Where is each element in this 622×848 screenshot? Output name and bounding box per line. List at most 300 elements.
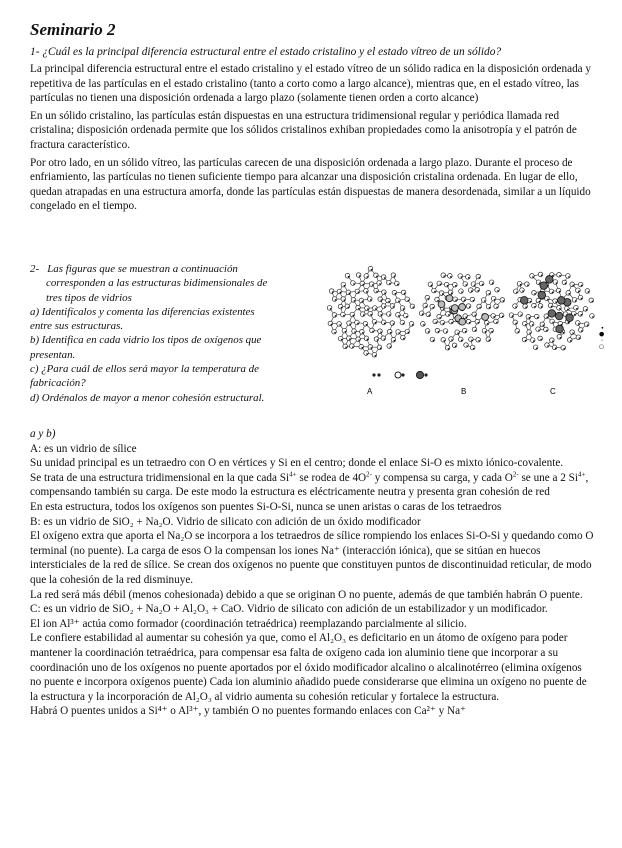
silicon-atom xyxy=(362,284,364,286)
oxygen-atom xyxy=(556,288,561,293)
silicon-atom xyxy=(412,324,414,326)
oxygen-atom xyxy=(462,328,467,333)
oxygen-atom xyxy=(472,312,477,317)
question-2a: a) Identifícalos y comenta las diferencias existentes xyxy=(30,305,255,318)
oxygen-atom xyxy=(540,322,545,327)
oxygen-atom xyxy=(459,289,464,294)
oxygen-atom xyxy=(557,272,562,277)
silicon-atom xyxy=(547,299,549,301)
oxygen-atom xyxy=(390,304,395,309)
oxygen-atom xyxy=(346,290,351,295)
glass-a-paragraph xyxy=(30,471,595,500)
silicon-atom xyxy=(538,329,540,331)
modifier-cation xyxy=(566,314,574,322)
silicon-atom xyxy=(559,275,561,277)
superscript: 4+ xyxy=(289,470,297,479)
oxygen-atom xyxy=(437,314,442,319)
modifier-cation xyxy=(520,296,528,304)
oxygen-atom xyxy=(374,337,379,342)
silicon-atom xyxy=(471,339,473,341)
silicon-atom xyxy=(466,345,468,347)
silicon-atom xyxy=(539,301,541,303)
silicon-atom xyxy=(461,291,463,293)
silicon-atom xyxy=(341,307,343,309)
silicon-atom xyxy=(494,299,496,301)
oxygen-atom xyxy=(482,328,487,333)
superscript: 2- xyxy=(366,470,372,479)
silicon-atom xyxy=(493,316,495,318)
silicon-atom xyxy=(372,284,374,286)
silicon-atom xyxy=(565,283,567,285)
question-2 xyxy=(30,262,320,405)
oxygen-atom xyxy=(463,282,468,287)
question-2b: b) Identifica en cada vidrio los tipos de oxígenos que xyxy=(30,334,262,347)
oxygen-atom xyxy=(425,295,430,300)
silicon-atom xyxy=(363,314,365,316)
glass-c-paragraph: Le confiere estabilidad al aumentar su cohesión ya que, como el Al₂O₃ es deficitario en un átomo de oxígeno para poder mantener la coordinación tetraédrica, para compensar esa falta de oxígeno cada ion aluminio tiene que incorporar a su coordinación uno de los oxígenos no puente aportados por el óxido modificador alcalino o alcalinotérreo (elimina oxígenos no puente e incorpora oxígenos puente) Cada ion aluminio añadido puede considerarse que elimina un oxígeno no puente de la estructura y la incorporación de Al₂O₃ al vidrio aumenta su cohesión reticular y fortalece la estructura. xyxy=(30,632,587,703)
silicon-atom xyxy=(439,317,441,319)
silicon-atom xyxy=(384,323,386,325)
oxygen-atom xyxy=(351,281,356,286)
silicon-atom xyxy=(529,332,531,334)
silicon-atom xyxy=(473,300,475,302)
text-run: , compensando también su carga. De este modo la estructura es eléctricamente neutra y presenta gran cohesión de red xyxy=(30,471,589,499)
silicon-atom xyxy=(570,340,572,342)
oxygen-atom xyxy=(435,328,440,333)
silicon-atom xyxy=(448,348,450,350)
silicon-atom xyxy=(455,299,457,301)
oxygen-atom xyxy=(327,306,332,311)
silicon-atom xyxy=(465,316,467,318)
silicon-atom xyxy=(489,307,491,309)
silicon-atom xyxy=(413,306,415,308)
oxygen-atom xyxy=(468,288,473,293)
oxygen-atom xyxy=(372,319,377,324)
superscript: 4+ xyxy=(578,470,586,479)
oxygen-atom xyxy=(419,311,424,316)
oxygen-atom xyxy=(338,304,343,309)
silicon-atom xyxy=(358,339,360,341)
silicon-atom xyxy=(429,315,431,317)
silicon-atom xyxy=(551,306,553,308)
oxygen-atom xyxy=(410,304,415,309)
oxygen-atom xyxy=(513,320,518,325)
oxygen-atom xyxy=(396,312,401,317)
oxygen-atom xyxy=(387,280,392,285)
silicon-atom xyxy=(591,300,593,302)
oxygen-atom xyxy=(342,328,347,333)
oxygen-atom xyxy=(518,312,523,317)
oxygen-atom xyxy=(529,322,534,327)
silicon-atom xyxy=(384,277,386,279)
question-2d: d) Ordénalos de mayor a menor cohesión estructural. xyxy=(30,391,265,404)
text-run: y compensa su carga, y cada O xyxy=(371,471,513,484)
question-2-number: 2- xyxy=(30,263,40,275)
silicon-atom xyxy=(352,346,354,348)
silicon-atom xyxy=(380,348,382,350)
silicon-atom xyxy=(353,283,355,285)
oxygen-atom xyxy=(470,297,475,302)
oxygen-atom xyxy=(552,345,557,350)
silicon-atom xyxy=(398,300,400,302)
silicon-atom xyxy=(371,347,373,349)
oxygen-atom xyxy=(421,322,426,327)
oxygen-atom xyxy=(578,282,583,287)
silicon-atom xyxy=(403,323,405,325)
oxygen-atom xyxy=(337,289,342,294)
silicon-atom xyxy=(520,314,522,316)
oxygen-atom xyxy=(445,345,450,350)
silicon-atom xyxy=(529,317,531,319)
oxygen-atom xyxy=(332,329,337,334)
oxygen-atom xyxy=(367,297,372,302)
oxygen-atom xyxy=(557,306,562,311)
silicon-atom xyxy=(343,299,345,301)
oxygen-atom xyxy=(328,321,333,326)
oxygen-atom xyxy=(448,274,453,279)
silicon-atom xyxy=(379,283,381,285)
silicon-atom xyxy=(555,301,557,303)
answer-1-paragraph: Por otro lado, en un sólido vítreo, las partículas carecen de una disposición ordenada a largo plazo. Durante el proceso de enfriamiento, las partículas no tienen suficiente tiempo para alcanzar una disposición cristalina ordenada. En lugar de ello, quedan atrapadas en una estructura amorfa, donde las partículas están dispuestas de manera desordenada, similar a un líquido congelado en el tiempo. xyxy=(30,156,591,213)
silicon-atom xyxy=(381,314,383,316)
oxygen-atom xyxy=(476,274,481,279)
structure-a-image xyxy=(327,266,414,357)
silicon-atom xyxy=(349,338,351,340)
silicon-atom xyxy=(461,276,463,278)
silicon-atom xyxy=(469,322,471,324)
oxygen-atom xyxy=(403,313,408,318)
oxygen-atom xyxy=(355,289,360,294)
question-2c-cont: fabricación? xyxy=(30,377,86,390)
oxygen-atom xyxy=(390,321,395,326)
silicon-atom xyxy=(446,331,448,333)
oxygen-atom xyxy=(549,289,554,294)
oxygen-atom xyxy=(466,304,471,309)
oxygen-atom xyxy=(583,307,588,312)
silicon-atom xyxy=(362,332,364,334)
oxygen-atom xyxy=(532,303,537,308)
glass-a-paragraph: En esta estructura, todos los oxígenos son puentes Si-O-Si, nunca se unen aristas o caras de los tetraedros xyxy=(30,500,502,513)
oxygen-atom xyxy=(509,313,514,318)
oxygen-atom xyxy=(439,291,444,296)
silicon-atom xyxy=(512,315,514,317)
silicon-atom xyxy=(474,314,476,316)
oxygen-atom xyxy=(491,314,496,319)
silicon-atom xyxy=(592,316,594,318)
oxygen-atom xyxy=(548,303,553,308)
oxygen-atom xyxy=(381,336,386,341)
silicon-atom xyxy=(575,300,577,302)
oxygen-atom xyxy=(425,329,430,334)
oxygen-atom xyxy=(444,282,449,287)
silicon-atom xyxy=(546,316,548,318)
silicon-atom xyxy=(366,324,368,326)
silicon-atom xyxy=(451,292,453,294)
silicon-atom xyxy=(525,324,527,326)
glass-a-title: A: es un vidrio de sílice xyxy=(30,442,137,455)
oxygen-atom xyxy=(475,319,480,324)
silicon-atom xyxy=(537,317,539,319)
silicon-atom xyxy=(563,332,565,334)
oxygen-atom xyxy=(405,329,410,334)
oxygen-atom xyxy=(550,319,555,324)
silicon-atom xyxy=(375,308,377,310)
silicon-atom xyxy=(534,306,536,308)
silicon-atom xyxy=(433,340,435,342)
oxygen-atom xyxy=(499,313,504,318)
oxygen-atom xyxy=(584,322,589,327)
silicon-atom xyxy=(520,284,522,286)
silicon-atom xyxy=(560,337,562,339)
silicon-atom xyxy=(349,323,351,325)
silicon-atom xyxy=(568,276,570,278)
oxygen-atom xyxy=(437,281,442,286)
silicon-atom xyxy=(587,324,589,326)
silicon-atom xyxy=(572,285,574,287)
oxygen-atom xyxy=(363,321,368,326)
oxygen-atom xyxy=(378,329,383,334)
oxygen-atom xyxy=(470,345,475,350)
oxygen-atom xyxy=(430,337,435,342)
silicon-atom xyxy=(359,275,361,277)
silicon-atom xyxy=(473,348,475,350)
silicon-atom xyxy=(353,315,355,317)
page-title: Seminario 2 xyxy=(30,20,116,39)
oxygen-atom xyxy=(347,321,352,326)
question-2-intro xyxy=(30,262,320,276)
oxygen-atom xyxy=(355,320,360,325)
question-1-number: 1- xyxy=(30,46,40,58)
oxygen-atom xyxy=(430,304,435,309)
silicon-atom xyxy=(367,308,369,310)
oxygen-atom xyxy=(364,274,369,279)
oxygen-atom xyxy=(461,297,466,302)
silicon-atom xyxy=(487,323,489,325)
silicon-atom xyxy=(489,293,491,295)
silicon-atom xyxy=(358,292,360,294)
oxygen-atom xyxy=(514,289,519,294)
label-c: C xyxy=(550,387,556,396)
silicon-atom xyxy=(332,291,334,293)
silicon-atom xyxy=(574,314,576,316)
silicon-atom xyxy=(442,293,444,295)
silicon-atom xyxy=(398,315,400,317)
oxygen-atom xyxy=(517,281,522,286)
oxygen-atom xyxy=(458,274,463,279)
oxygen-atom xyxy=(527,330,532,335)
oxygen-atom xyxy=(364,351,369,356)
silicon-atom xyxy=(344,285,346,287)
oxygen-atom xyxy=(364,336,369,341)
oxygen-atom xyxy=(570,330,575,335)
modifier-cation xyxy=(446,295,453,302)
silicon-atom xyxy=(348,276,350,278)
silicon-atom xyxy=(477,322,479,324)
oxygen-atom xyxy=(477,304,482,309)
oxygen-atom xyxy=(401,290,406,295)
oxygen-atom xyxy=(453,282,458,287)
oxygen-atom xyxy=(578,328,583,333)
oxygen-atom xyxy=(494,319,499,324)
silicon-atom xyxy=(377,339,379,341)
oxygen-atom xyxy=(345,304,350,309)
oxygen-atom xyxy=(373,306,378,311)
silicon-atom xyxy=(372,331,374,333)
silicon-atom xyxy=(394,340,396,342)
oxygen-atom xyxy=(341,282,346,287)
silicon-atom xyxy=(371,269,373,271)
oxygen-atom xyxy=(538,336,543,341)
silicon-atom xyxy=(465,284,467,286)
silicon-atom xyxy=(390,332,392,334)
silicon-atom xyxy=(532,324,534,326)
oxygen-atom xyxy=(523,304,528,309)
silicon-atom xyxy=(451,339,453,341)
oxygen-atom xyxy=(520,288,525,293)
oxygen-atom xyxy=(570,282,575,287)
silicon-atom xyxy=(431,285,433,287)
silicon-atom xyxy=(451,322,453,324)
oxygen-atom xyxy=(533,345,538,350)
silicon-atom xyxy=(388,301,390,303)
silicon-atom xyxy=(389,346,391,348)
silicon-atom xyxy=(579,337,581,339)
silicon-atom xyxy=(541,275,543,277)
question-1 xyxy=(30,46,595,58)
silicon-atom xyxy=(330,308,332,310)
oxygen-atom xyxy=(486,290,491,295)
silicon-atom xyxy=(393,306,395,308)
silicon-atom xyxy=(437,300,439,302)
oxygen-atom xyxy=(401,335,406,340)
silicon-atom xyxy=(380,299,382,301)
silicon-atom xyxy=(547,345,549,347)
silicon-atom xyxy=(362,301,364,303)
silicon-atom xyxy=(406,316,408,318)
silicon-atom xyxy=(563,348,565,350)
oxygen-atom xyxy=(578,312,583,317)
silicon-atom xyxy=(375,355,377,357)
oxygen-atom xyxy=(387,344,392,349)
silicon-atom xyxy=(516,291,518,293)
silicon-atom xyxy=(448,314,450,316)
oxygen-atom xyxy=(446,312,451,317)
silicon-atom xyxy=(435,322,437,324)
silicon-atom xyxy=(586,309,588,311)
silicon-atom xyxy=(393,323,395,325)
silicon-atom xyxy=(408,332,410,334)
silicon-atom xyxy=(394,275,396,277)
oxygen-atom xyxy=(345,273,350,278)
glass-b-paragraph: La red será más débil (menos cohesionada) debido a que se originan O no puente, además de que también habrán O puente. xyxy=(30,588,583,601)
silicon-atom xyxy=(443,308,445,310)
oxygen-atom xyxy=(352,329,357,334)
silicon-atom xyxy=(376,291,378,293)
oxygen-atom xyxy=(359,344,364,349)
oxygen-atom xyxy=(590,314,595,319)
silicon-atom xyxy=(354,331,356,333)
oxygen-atom xyxy=(433,319,438,324)
modifier-cation xyxy=(556,325,564,333)
silicon-atom xyxy=(552,322,554,324)
oxygen-atom xyxy=(536,327,541,332)
silicon-atom xyxy=(559,308,561,310)
oxygen-atom xyxy=(443,329,448,334)
silicon-atom xyxy=(534,293,536,295)
silicon-atom xyxy=(496,322,498,324)
silicon-atom xyxy=(339,324,341,326)
oxygen-atom xyxy=(585,289,590,294)
silicon-atom xyxy=(568,293,570,295)
glass-a-paragraph: Su unidad principal es un tetraedro con O en vértices y Si en el centro; donde el enlace Si-O es mixto iónico-covalente. xyxy=(30,457,564,470)
silicon-atom xyxy=(376,275,378,277)
oxygen-atom xyxy=(562,280,567,285)
modifier-cation xyxy=(451,305,458,312)
oxygen-atom xyxy=(440,320,445,325)
silicon-atom xyxy=(474,284,476,286)
silicon-atom xyxy=(576,308,578,310)
oxygen-atom xyxy=(441,273,446,278)
oxygen-atom xyxy=(455,330,460,335)
oxygen-atom xyxy=(432,288,437,293)
silicon-atom xyxy=(552,292,554,294)
silicon-atom xyxy=(443,323,445,325)
oxygen-atom xyxy=(553,280,558,285)
silicon-atom xyxy=(443,275,445,277)
oxygen-atom xyxy=(589,298,594,303)
oxygen-atom xyxy=(471,282,476,287)
oxygen-atom xyxy=(343,344,348,349)
silicon-atom xyxy=(485,331,487,333)
glass-b-paragraph: El oxígeno extra que aporta el Na₂O se incorpora a los tetraedros de sílice rompiendo los enlaces Si-O-Si y quedando como O terminal (no puente). La carga de esos O la compensan los iones Na⁺ (interacción iónica), que se sitúan en huecos intersticiales de la red de sílice. Se crean dos oxígenos no puente que constituyen puntos de discontinuidad reticular, de modo que la cohesión de la red disminuye. xyxy=(30,530,594,586)
silicon-atom xyxy=(334,332,336,334)
answer-1 xyxy=(30,62,595,217)
silicon-atom xyxy=(403,338,405,340)
silicon-atom xyxy=(370,299,372,301)
oxygen-atom xyxy=(572,298,577,303)
silicon-atom xyxy=(567,309,569,311)
oxygen-atom xyxy=(453,297,458,302)
silicon-atom xyxy=(427,298,429,300)
modifier-cation xyxy=(546,276,554,284)
silicon-atom xyxy=(358,308,360,310)
silicon-atom xyxy=(380,331,382,333)
label-a: A xyxy=(367,387,373,396)
oxygen-atom xyxy=(561,345,566,350)
silicon-atom xyxy=(354,300,356,302)
oxygen-atom xyxy=(360,312,365,317)
silicon-atom xyxy=(581,314,583,316)
silicon-atom xyxy=(578,290,580,292)
silicon-atom xyxy=(478,277,480,279)
oxygen-atom xyxy=(391,337,396,342)
silicon-atom xyxy=(428,331,430,333)
oxygen-atom xyxy=(530,338,535,343)
oxygen-atom xyxy=(576,335,581,340)
silicon-atom xyxy=(361,347,363,349)
glass-b-title: B: es un vidrio de SiO₂ + Na₂O. Vidrio de silicato con adición de un óxido modificador xyxy=(30,515,421,528)
figure-legend-right: • ● ◦ ○ xyxy=(598,326,605,350)
silicon-atom xyxy=(502,316,504,318)
oxygen-atom xyxy=(575,321,580,326)
modifier-cation xyxy=(538,291,546,299)
oxygen-atom xyxy=(463,314,468,319)
silicon-atom xyxy=(398,332,400,334)
oxygen-atom xyxy=(578,295,583,300)
oxygen-atom xyxy=(387,329,392,334)
oxygen-atom xyxy=(545,343,550,348)
oxygen-atom xyxy=(386,312,391,317)
